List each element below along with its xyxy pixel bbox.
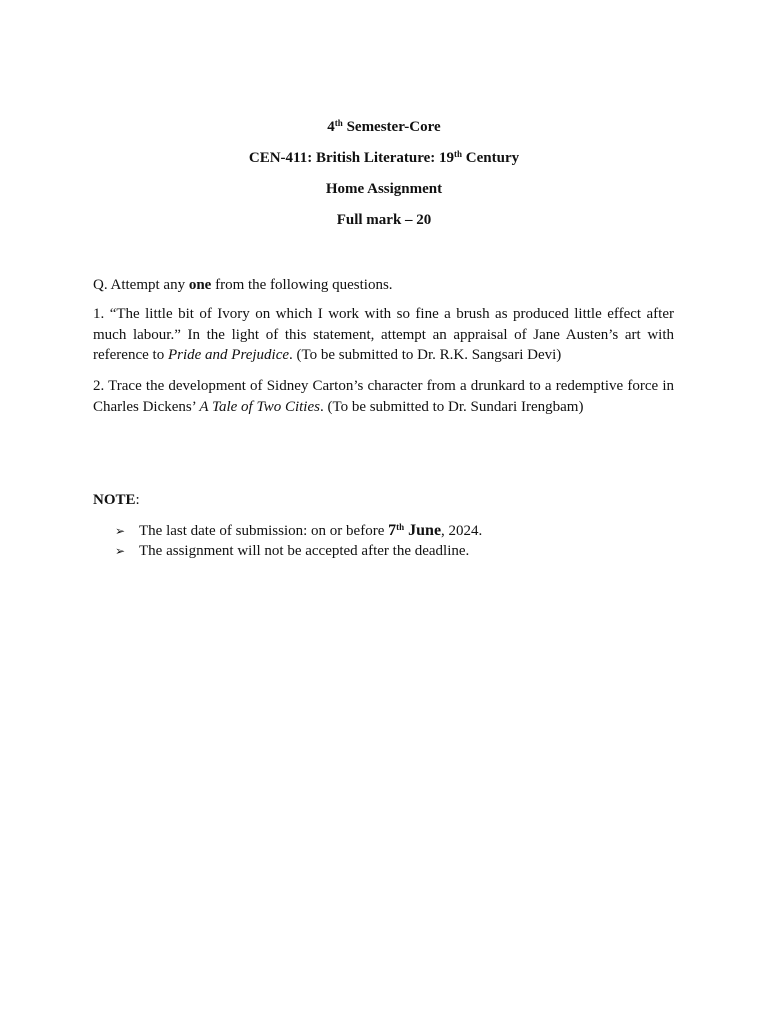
assignment-heading: Home Assignment bbox=[325, 181, 443, 197]
deadline-date bbox=[388, 522, 441, 539]
full-mark-heading: Full mark – 20 bbox=[336, 212, 432, 228]
list-item bbox=[115, 541, 675, 561]
question-2-book-title: A Tale of Two Cities bbox=[199, 398, 320, 415]
instruction-emphasis: one bbox=[188, 277, 212, 293]
course-heading bbox=[0, 149, 768, 167]
question-1 bbox=[93, 304, 674, 366]
question-1-text: 1. “The little bit of Ivory on which I work with so fine a brush as produced little effect after much labour.” In the light of this statement, attempt an appraisal of Jane Austen’s art with reference to bbox=[93, 306, 674, 363]
question-2 bbox=[93, 376, 674, 417]
question-1-book-title: Pride and Prejudice bbox=[167, 347, 290, 363]
note-heading bbox=[93, 490, 140, 510]
semester-number: 4 bbox=[327, 119, 335, 135]
arrowhead-bullet-icon: ➢ bbox=[115, 544, 126, 558]
semester-label: Semester-Core bbox=[342, 119, 441, 135]
course-title: CEN-411: British Literature: 19 bbox=[248, 150, 455, 166]
deadline-day: 7 bbox=[388, 522, 397, 539]
note-list bbox=[115, 521, 675, 561]
question-2-submission: . (To be submitted to Dr. Sundari Irengbam) bbox=[319, 398, 584, 415]
deadline-year: , 2024. bbox=[441, 523, 483, 539]
century-ordinal-suffix: th bbox=[454, 149, 463, 159]
century-label: Century bbox=[462, 150, 520, 166]
note-label: NOTE bbox=[93, 492, 136, 508]
semester-heading bbox=[0, 118, 768, 136]
deadline-day-suffix: th bbox=[396, 522, 405, 532]
question-2-text: 2. Trace the development of Sidney Carton’s character from a drunkard to a redemptive force in Charles Dickens’ bbox=[93, 378, 674, 415]
list-item bbox=[115, 521, 675, 541]
late-submission-warning: The assignment will not be accepted after the deadline. bbox=[139, 543, 470, 559]
note-colon: : bbox=[135, 492, 140, 508]
question-1-submission: . (To be submitted to Dr. R.K. Sangsari Devi) bbox=[289, 347, 562, 363]
semester-ordinal-suffix: th bbox=[334, 118, 343, 128]
instruction-prefix: Q. Attempt any bbox=[93, 277, 189, 293]
arrowhead-bullet-icon: ➢ bbox=[115, 524, 126, 538]
deadline-month: June bbox=[404, 522, 442, 539]
deadline-prefix: The last date of submission: on or before bbox=[139, 523, 389, 539]
instruction-text bbox=[93, 275, 674, 296]
instruction-suffix: from the following questions. bbox=[211, 277, 393, 293]
